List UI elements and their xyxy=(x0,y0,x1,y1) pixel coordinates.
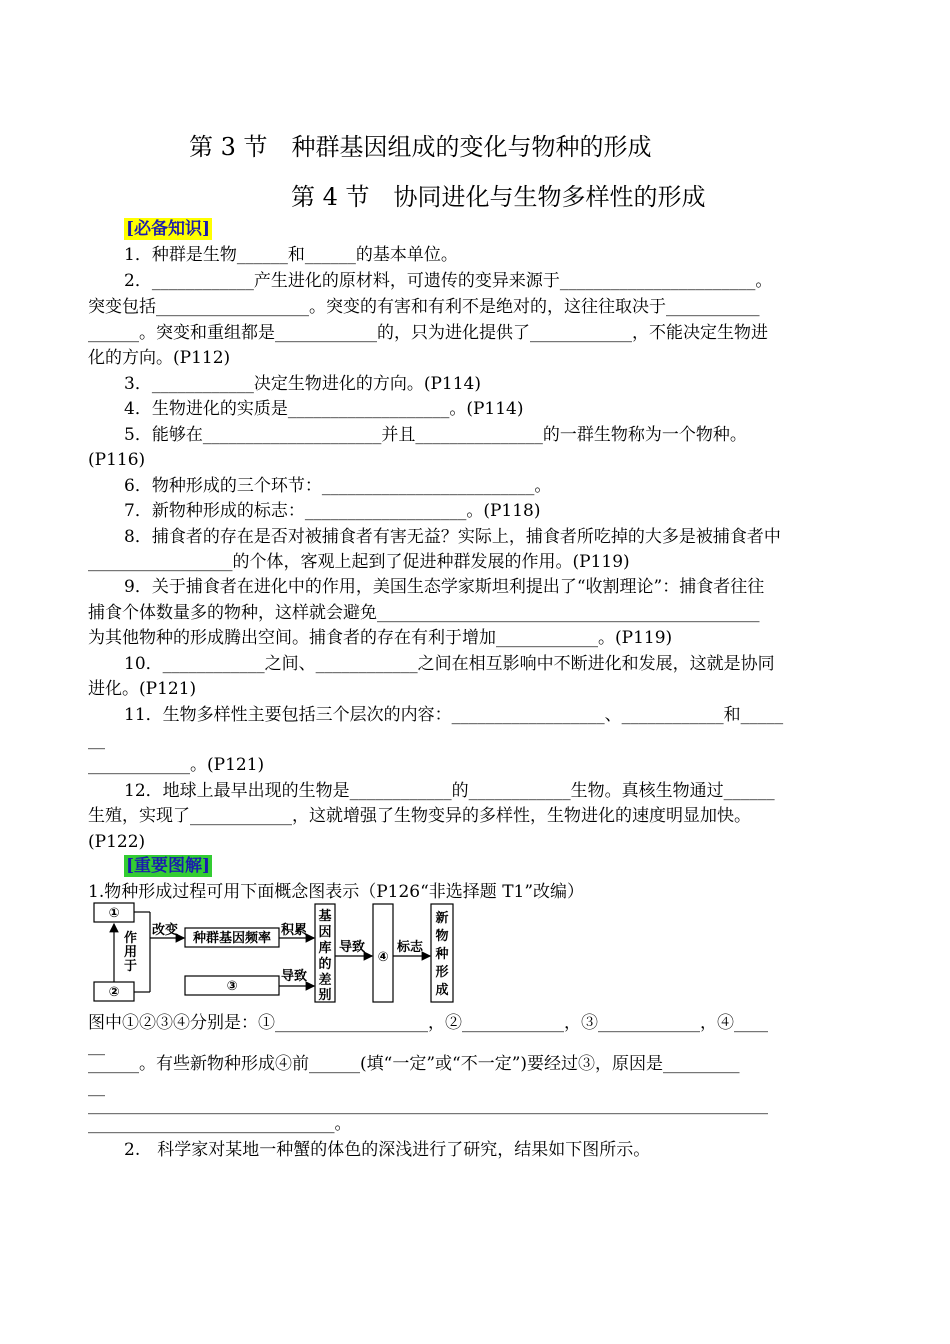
text-line: 突变包括__________________。突变的有害和有利不是绝对的，这往往取决于___________ xyxy=(88,297,760,317)
node-2-label: ② xyxy=(108,985,120,1000)
section-heading-knowledge xyxy=(124,218,212,240)
answer-line: __ xyxy=(88,1036,105,1056)
accumulate-label: 积累 xyxy=(281,923,308,938)
new-species-char: 新 xyxy=(435,911,449,926)
gene-pool-char: 的 xyxy=(318,957,332,972)
mark-label: 标志 xyxy=(397,940,424,955)
new-species-char: 物 xyxy=(435,929,449,944)
answer-line: __ xyxy=(88,1077,105,1097)
text-line: ______。突变和重组都是____________的，只为进化提供了____________，不能决定生物进 xyxy=(88,323,768,343)
answer-line: ______。有些新物种形成④前______(填“一定”或“不一定”)要经过③，原因是_________ xyxy=(88,1054,740,1074)
answer-line: 图中①②③④分别是：①__________________，②____________，③____________，④____ xyxy=(88,1013,768,1033)
gene-frequency-label: 种群基因频率 xyxy=(192,931,272,946)
gene-pool-char: 别 xyxy=(318,988,332,1003)
text-line: 为其他物种的形成腾出空间。捕食者的存在有利于增加____________。(P119) xyxy=(88,628,673,648)
new-species-char: 种 xyxy=(435,947,449,962)
lead-1-label: 导致 xyxy=(281,969,308,984)
title-section-4: 第 4 节 协同进化与生物多样性的形成 xyxy=(291,183,706,211)
text-line: 12．地球上最早出现的生物是____________的____________生物。真核生物通过______ xyxy=(124,781,775,801)
text-line: 化的方向。(P112) xyxy=(88,348,231,368)
node-1-label: ① xyxy=(108,906,120,921)
text-line: ____________。(P121) xyxy=(88,755,265,775)
change-label: 改变 xyxy=(152,923,179,938)
text-line: 进化。(P121) xyxy=(88,679,197,699)
text-line: __ xyxy=(88,730,105,750)
gene-pool-char: 因 xyxy=(318,925,332,940)
text-line: 1．种群是生物______和______的基本单位。 xyxy=(124,245,458,265)
node-4-label: ④ xyxy=(377,950,389,965)
act-char-3: 于 xyxy=(124,959,138,974)
text-line: 6．物种形成的三个环节：_________________________。 xyxy=(124,476,552,496)
act-char-2: 用 xyxy=(124,945,138,960)
text-line: _________________的个体，客观上起到了促进种群发展的作用。(P119) xyxy=(88,552,630,572)
diagram-tag: [重要图解] xyxy=(126,856,211,876)
text-line: 9．关于捕食者在进化中的作用，美国生态学家斯坦利提出了“收割理论”：捕食者往往 xyxy=(124,577,765,597)
answer-line: _____________________________。 xyxy=(88,1114,352,1134)
question-2: 2. 科学家对某地一种蟹的体色的深浅进行了研究，结果如下图所示。 xyxy=(124,1140,651,1160)
figure-intro: 1.物种形成过程可用下面概念图表示（P126“非选择题 T1”改编） xyxy=(88,882,585,902)
text-line: 11．生物多样性主要包括三个层次的内容：__________________、____________和_____ xyxy=(124,705,784,725)
gene-pool-char: 差 xyxy=(318,973,332,988)
text-line: 2．____________产生进化的原材料，可遗传的变异来源于_______________________。 xyxy=(124,271,773,291)
gene-pool-char: 基 xyxy=(318,909,332,924)
concept-diagram xyxy=(88,900,468,1006)
knowledge-tag: [必备知识] xyxy=(126,219,211,239)
answer-line: ________________________________________________________________________________ xyxy=(88,1095,768,1115)
act-char-1: 作 xyxy=(124,931,138,946)
text-line: 捕食个体数量多的物种，这样就会避免_____________________________________________ xyxy=(88,603,760,623)
lead-2-label: 导致 xyxy=(339,940,366,955)
new-species-char: 成 xyxy=(435,983,449,998)
node-3-label: ③ xyxy=(226,979,238,994)
section-heading-diagrams xyxy=(124,855,212,877)
text-line: (P122) xyxy=(88,832,146,852)
text-line: 8．捕食者的存在是否对被捕食者有害无益？实际上，捕食者所吃掉的大多是被捕食者中 xyxy=(124,527,781,547)
text-line: 5．能够在_____________________并且_______________的一群生物称为一个物种。 xyxy=(124,425,747,445)
new-species-char: 形 xyxy=(435,965,449,980)
text-line: (P116) xyxy=(88,450,146,470)
text-line: 生殖，实现了____________，这就增强了生物变异的多样性，生物进化的速度明显加快。 xyxy=(88,806,751,826)
gene-pool-char: 库 xyxy=(318,941,332,956)
text-line: 7．新物种形成的标志：___________________。(P118) xyxy=(124,501,541,521)
text-line: 3．____________决定生物进化的方向。(P114) xyxy=(124,374,481,394)
text-line: 10．____________之间、____________之间在相互影响中不断进化和发展，这就是协同 xyxy=(124,654,775,674)
text-line: 4．生物进化的实质是___________________。(P114) xyxy=(124,399,524,419)
title-section-3: 第 3 节 种群基因组成的变化与物种的形成 xyxy=(189,133,652,161)
